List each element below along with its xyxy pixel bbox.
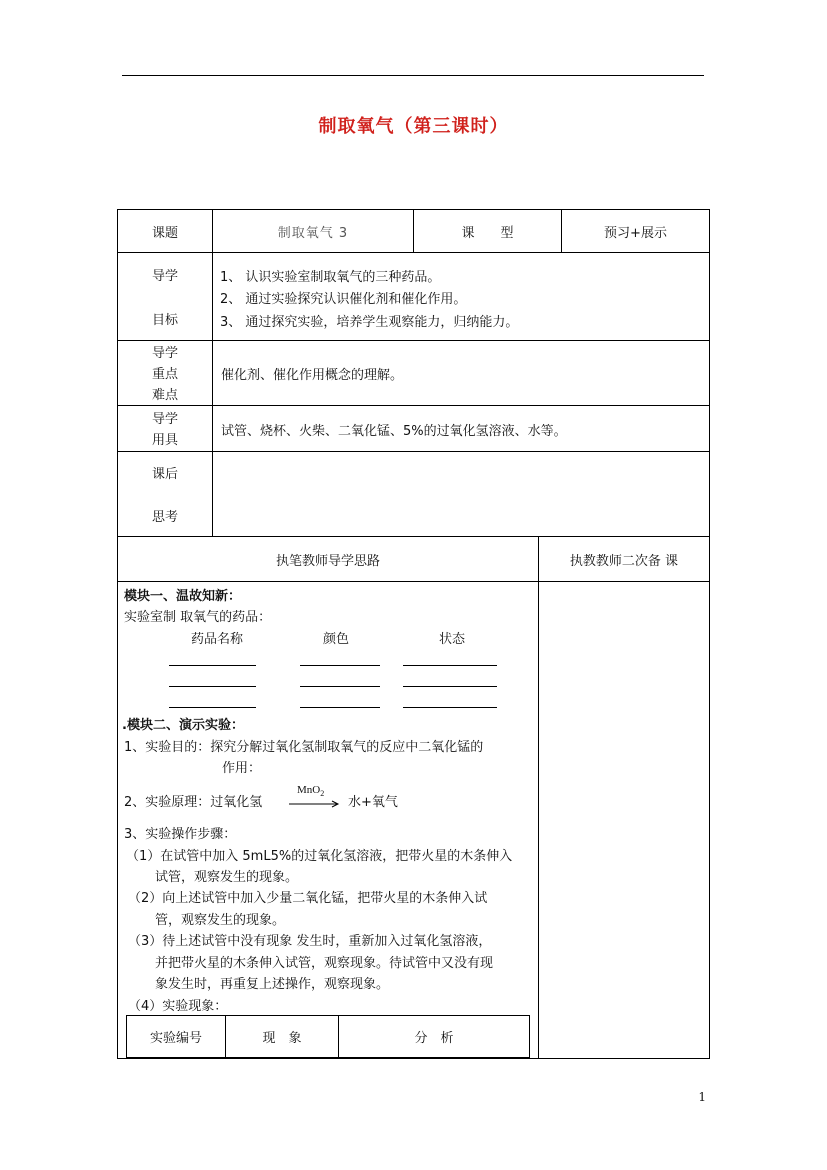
goal-item: 1、 认识实验室制取氧气的三种药品。 [220,270,441,285]
step-2-line-1: （2）向上述试管中加入少量二氧化锰，把带火星的木条伸入试 [128,891,488,906]
results-col-phenomenon: 现 象 [262,1031,302,1046]
tools-value: 试管、烧杯、火柴、二氧化锰、5%的过氧化氢溶液、水等。 [221,424,567,439]
purpose-line-2: 作用： [222,761,262,776]
header-rule [122,75,704,76]
purpose-line-1: 1、实验目的：探究分解过氧化氢制取氧气的反应中二氧化锰的 [124,740,484,755]
module2-heading: .模块二、演示实验： [122,718,244,733]
step-4: （4）实验现象： [128,999,228,1014]
goal-item: 2、 通过实验探究认识催化剂和催化作用。 [220,292,467,307]
lesson-type-label: 课 型 [461,225,514,241]
section-header-left: 执笔教师导学思路 [275,553,380,569]
goal-item: 3、 通过探究实验，培养学生观察能力，归纳能力。 [220,315,519,330]
keypoints-label-1: 导学 [151,346,178,361]
page-title: 制取氧气（第三课时） [318,116,509,137]
results-col-analysis: 分 析 [414,1031,454,1046]
keypoints-label-2: 重点 [151,367,178,382]
section-header-right: 执教教师二次备 课 [569,553,679,569]
goals-label-2: 目标 [151,313,178,328]
lesson-type-value: 预习+展示 [604,225,667,241]
reaction-arrow [289,797,341,805]
module1-intro: 实验室制 取氧气的药品： [124,610,272,625]
reflection-label-2: 思考 [151,510,178,525]
reflection-label-1: 课后 [151,467,178,482]
steps-heading: 3、实验操作步骤： [124,827,237,842]
module1-heading: 模块一、温故知新： [124,589,242,604]
step-3-line-2: 并把带火星的木条伸入试管，观察现象。待试管中又没有现 [155,956,494,971]
principle-prefix: 2、实验原理：过氧化氢 [124,795,263,810]
principle-suffix: 水+氧气 [348,795,398,810]
topic-value: 制取氧气 3 [277,225,349,241]
step-2-line-2: 管，观察发生的现象。 [155,913,286,928]
step-3-line-1: （3）待上述试管中没有现象 发生时，重新加入过氧化氢溶液， [128,934,492,949]
topic-label: 课题 [151,225,178,241]
col-state: 状态 [439,632,466,647]
step-3-line-3: 象发生时，再重复上述操作，观察现象。 [155,977,390,992]
keypoints-label-3: 难点 [151,388,178,403]
col-color: 颜色 [323,632,350,647]
tools-label-1: 导学 [151,412,178,427]
tools-label-2: 用具 [151,433,178,448]
step-1-line-2: 试管，观察发生的现象。 [155,870,299,885]
catalyst-label: MnO$_2$ [297,784,325,799]
page-number: 1 [698,1090,706,1104]
step-1-line-1: （1）在试管中加入 5mL5%的过氧化氢溶液，把带火星的木条伸入 [126,849,513,864]
keypoints-value: 催化剂、催化作用概念的理解。 [221,368,404,383]
col-drug-name: 药品名称 [191,632,244,647]
goals-label-1: 导学 [151,269,178,284]
results-col-number: 实验编号 [149,1031,202,1046]
